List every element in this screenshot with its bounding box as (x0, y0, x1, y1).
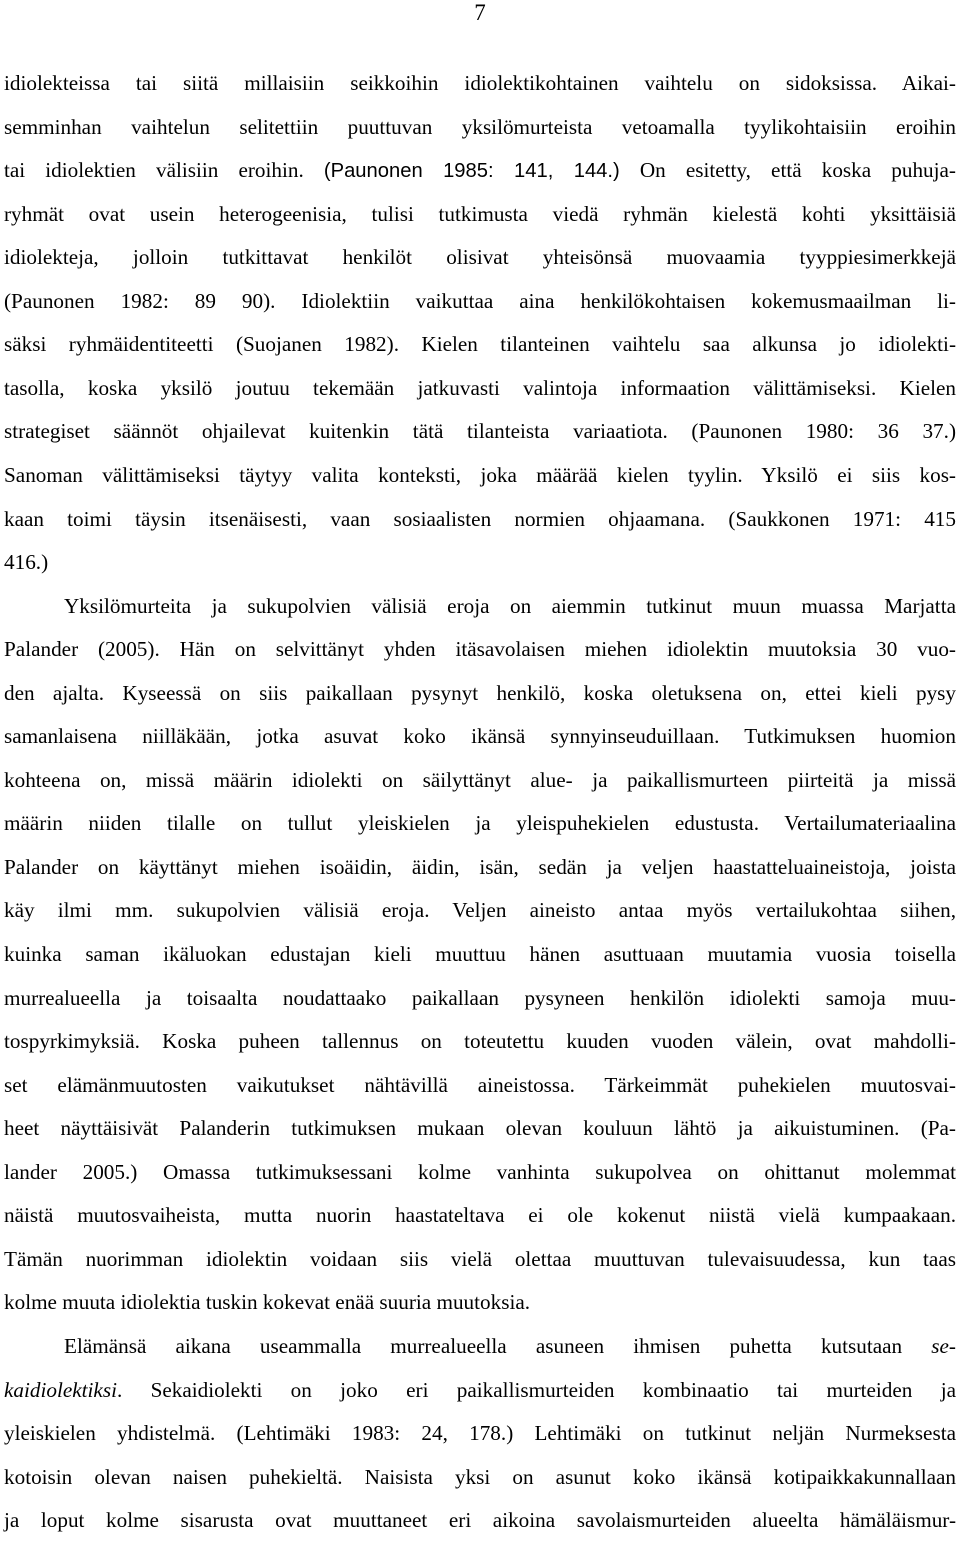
text-segment: tai idiolektien välisiin eroihin. (4, 158, 324, 183)
text-line (4, 286, 956, 316)
text-segment: ja loput kolme sisarusta ovat muuttaneet eri aikoina savolaismurteiden alueelta hämäläismur- (4, 1508, 956, 1533)
text-segment: Elämänsä aikana useammalla murrealueella asuneen ihmisen puhetta kutsutaan (64, 1333, 932, 1358)
text-line (4, 895, 956, 925)
text-line (4, 373, 956, 403)
text-line (64, 591, 956, 621)
text-segment: strategiset säännöt ohjailevat kuitenkin tätä tilanteista variaatiota. (Paunonen 1980: 36 37.) (4, 419, 956, 444)
text-line (4, 765, 956, 795)
text-line (4, 634, 956, 664)
text-segment: semminhan vaihtelun selitettiin puuttuvan yksilömurteista vetoamalla tyylikohtaisiin eroihin (4, 114, 956, 139)
text-segment: kuinka saman ikäluokan edustajan kieli muuttuu hänen asuttuaan muutamia vuosia toisella (4, 942, 956, 966)
text-line (4, 1462, 956, 1492)
text-segment: yleiskielen yhdistelmä. (Lehtimäki 1983: 24, 178.) Lehtimäki on tutkinut neljän Nurmeksesta (4, 1421, 956, 1445)
text-line (4, 939, 956, 969)
text-line (4, 199, 956, 229)
text-line (4, 1113, 956, 1143)
text-line (4, 678, 956, 708)
italic-term: kaidiolektiksi (4, 1377, 117, 1402)
text-segment: kolme muuta idiolektia tuskin kokevat enää suuria muutoksia. (4, 1290, 531, 1315)
text-segment: idiolekteja, jolloin tutkittavat henkilöt olisivat yhteisönsä muovaamia tyyppiesimerkkejä (4, 245, 956, 270)
text-line (4, 1287, 956, 1317)
text-segment: lander 2005.) Omassa tutkimuksessani kolme vanhinta sukupolvea on ohittanut molemmat (4, 1159, 956, 1184)
text-segment: kohteena on, missä määrin idiolekti on säilyttänyt alue- ja paikallismurteen piirteitä ja missä (4, 767, 956, 792)
text-segment: määrin niiden tilalle on tullut yleiskielen ja yleispuhekielen edustusta. Vertailumateriaalina (4, 811, 956, 836)
text-segment: set elämänmuutosten vaikutukset nähtävillä aineistossa. Tärkeimmät puhekielen muutosvai- (4, 1072, 956, 1097)
text-segment: näistä muutosvaiheista, mutta nuorin haastateltava ei ole kokenut niistä vielä kumpaakaan. (4, 1203, 956, 1228)
text-line (4, 547, 956, 577)
text-segment: On esitetty, että koska puhuja- (619, 158, 956, 183)
text-line (4, 460, 956, 490)
text-line (4, 852, 956, 882)
text-line (4, 68, 956, 98)
text-segment: ryhmät ovat usein heterogeenisia, tulisi tutkimusta viedä ryhmän kielestä kohti yksittäisiä (4, 201, 956, 226)
citation-text: (Paunonen 1985: 141, 144.) (323, 160, 620, 183)
text-segment: käy ilmi mm. sukupolvien välisiä eroja. Veljen aineisto antaa myös vertailukohtaa siihen, (4, 898, 956, 923)
text-segment: heet näyttäisivät Palanderin tutkimuksen mukaan olevan kouluun lähtö ja aikuistuminen. (Pa- (4, 1116, 956, 1141)
text-segment: murrealueella ja toisaalta noudattaako paikallaan pysyneen henkilön idiolekti samoja muu- (4, 985, 956, 1010)
text-segment: säksi ryhmäidentiteetti (Suojanen 1982). Kielen tilanteinen vaihtelu saa alkunsa jo idiolekti- (4, 332, 956, 357)
text-segment: den ajalta. Kyseessä on siis paikallaan pysynyt henkilö, koska oletuksena on, ettei kieli pysy (4, 680, 956, 705)
text-segment: (Paunonen 1982: 89 90). Idiolektiin vaikuttaa aina henkilökohtaisen kokemusmaailman li- (4, 288, 956, 313)
text-line (4, 808, 956, 838)
text-line (4, 1505, 956, 1535)
text-line (4, 329, 956, 359)
text-segment: samanlaisena niilläkään, jotka asuvat koko ikänsä synnyinseuduillaan. Tutkimuksen huomion (4, 724, 956, 749)
text-line (4, 1070, 956, 1100)
text-line (4, 504, 956, 534)
text-segment: Sanoman välittämiseksi täytyy valita konteksti, joka määrää kielen tyylin. Yksilö ei siis kos- (4, 462, 956, 487)
text-line (4, 112, 956, 142)
text-segment: idiolekteissa tai siitä millaisiin seikkoihin idiolektikohtainen vaihtelu on sidoksissa. Aikai- (4, 71, 956, 95)
text-line (4, 1026, 956, 1056)
text-segment: tasolla, koska yksilö joutuu tekemään jatkuvasti valintoja informaation välittämiseksi. Kielen (4, 375, 956, 400)
text-line (4, 1244, 956, 1274)
text-segment: Yksilömurteita ja sukupolvien välisiä eroja on aiemmin tutkinut muun muassa Marjatta (64, 593, 956, 618)
text-segment: tospyrkimyksiä. Koska puheen tallennus on toteutettu kuuden vuoden välein, ovat mahdolli- (4, 1029, 956, 1054)
text-line (4, 242, 956, 272)
text-segment: Palander on käyttänyt miehen isoäidin, äidin, isän, sedän ja veljen haastatteluaineistoja, joista (4, 854, 956, 879)
text-line (4, 1375, 956, 1405)
italic-term: se- (931, 1333, 956, 1358)
text-segment: kotoisin olevan naisen puhekieltä. Naisista yksi on asunut koko ikänsä kotipaikkakunnallaan (4, 1464, 956, 1489)
page-number: 7 (474, 0, 486, 25)
text-segment: . Sekaidiolekti on joko eri paikallismurteiden kombinaatio tai murteiden ja (116, 1377, 956, 1402)
text-line (4, 1418, 956, 1448)
text-segment: 416.) (4, 550, 49, 574)
text-line (4, 155, 956, 185)
text-line (4, 983, 956, 1013)
text-line (4, 721, 956, 751)
text-line (4, 416, 956, 446)
text-line (4, 1200, 956, 1230)
text-segment: Tämän nuorimman idiolektin voidaan siis vielä olettaa muuttuvan tulevaisuudessa, kun taas (4, 1246, 956, 1271)
text-segment: kaan toimi täysin itsenäisesti, vaan sosiaalisten normien ohjaamana. (Saukkonen 1971: 415 (4, 506, 956, 531)
text-segment: Palander (2005). Hän on selvittänyt yhden itäsavolaisen miehen idiolektin muutoksia 30 vuo- (4, 637, 956, 662)
text-line (4, 1157, 956, 1187)
text-line (64, 1331, 956, 1361)
